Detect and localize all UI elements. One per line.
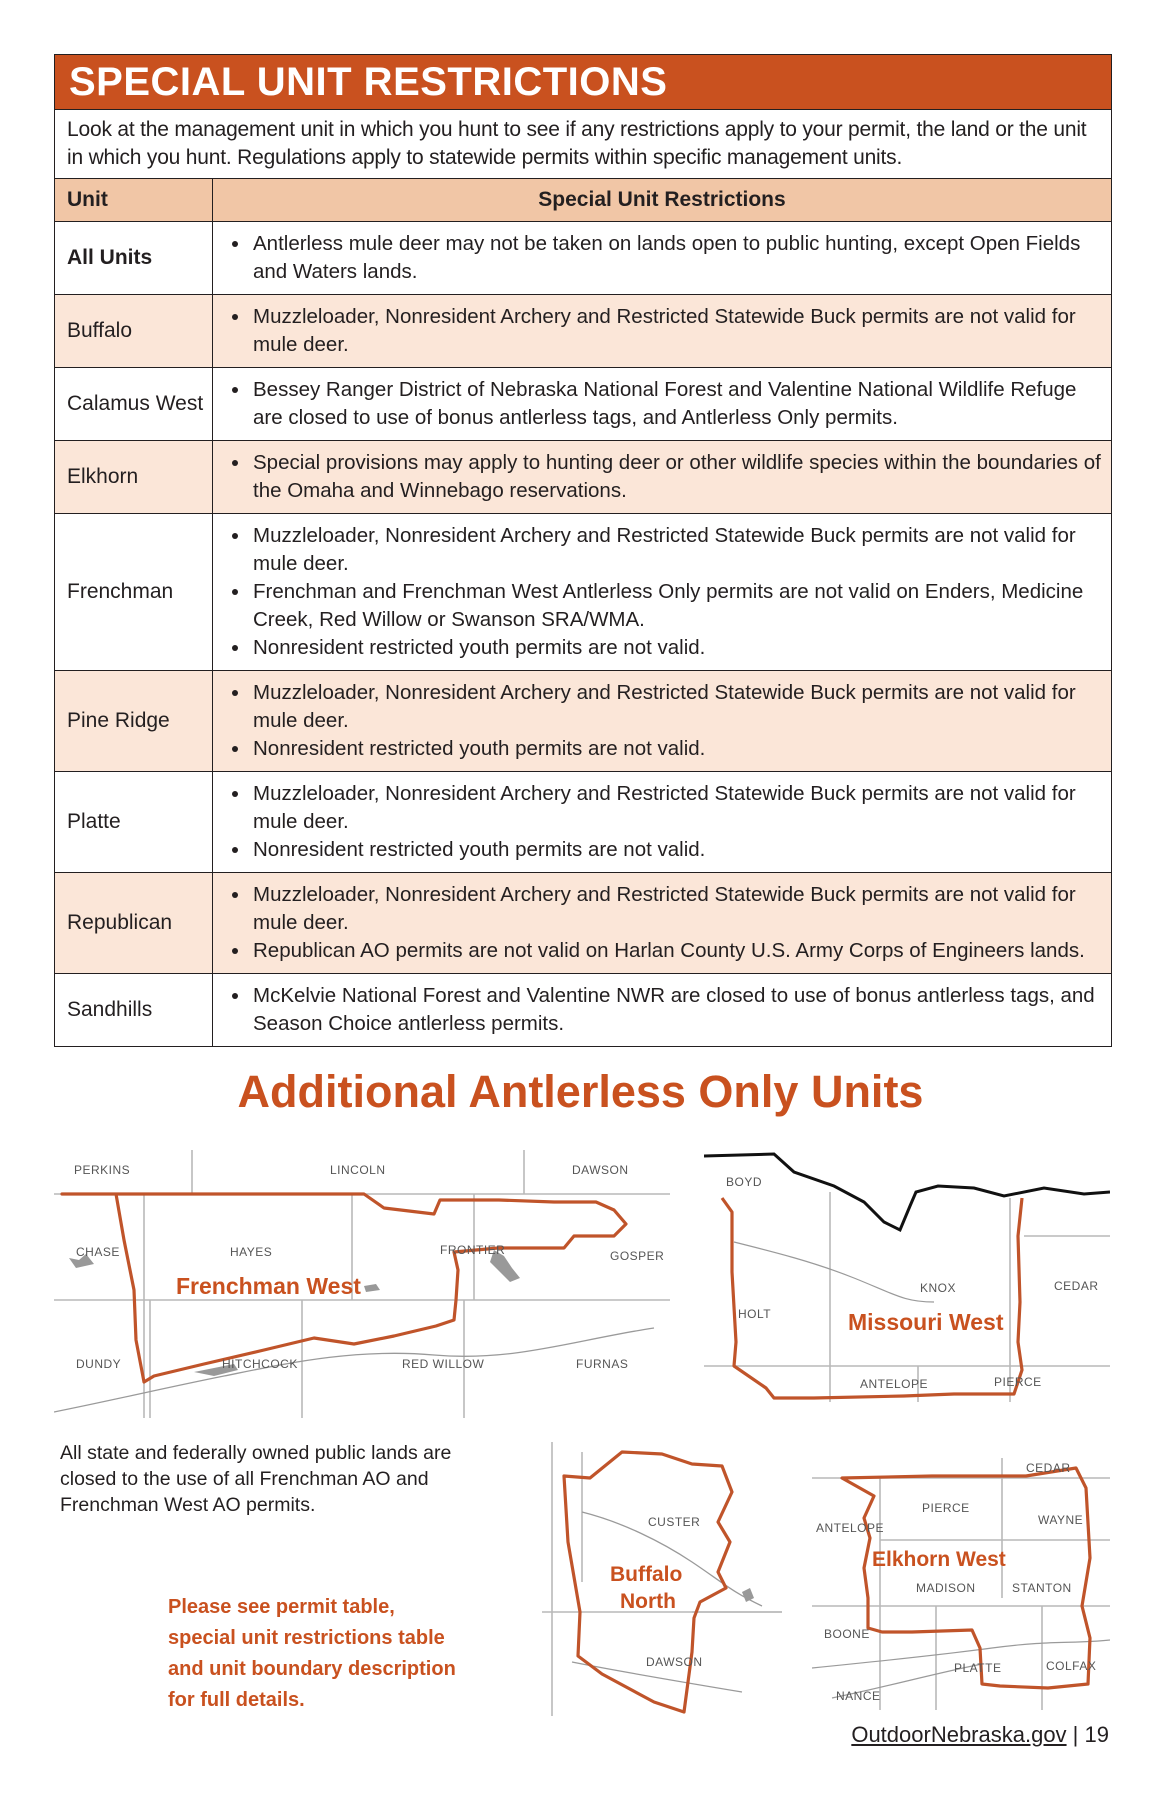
unit-label-north: North xyxy=(620,1590,676,1613)
county-pierce-ew: PIERCE xyxy=(922,1501,970,1515)
restrictions-cell xyxy=(213,671,1111,771)
county-red-willow: RED WILLOW xyxy=(402,1357,485,1371)
restriction-item: • Muzzleloader, Nonresident Archery and Restricted Statewide Buck permits are not valid for mule deer. xyxy=(251,303,1101,359)
table-row xyxy=(55,671,1111,772)
table-title: SPECIAL UNIT RESTRICTIONS xyxy=(55,55,1111,110)
restriction-item: • McKelvie National Forest and Valentine NWR are closed to use of bonus antlerless tags, and Season Choice antlerless permits. xyxy=(251,982,1101,1038)
county-boyd: BOYD xyxy=(726,1175,763,1189)
restrictions-cell xyxy=(213,295,1111,367)
county-hayes: HAYES xyxy=(230,1245,273,1259)
restriction-list xyxy=(227,449,1101,505)
county-knox: KNOX xyxy=(920,1281,957,1295)
restrictions-cell xyxy=(213,514,1111,670)
unit-cell: Elkhorn xyxy=(55,441,213,513)
section-title: Additional Antlerless Only Units xyxy=(237,1066,924,1117)
county-madison: MADISON xyxy=(916,1581,976,1595)
county-cedar-ew: CEDAR xyxy=(1026,1461,1071,1475)
table-header xyxy=(55,179,1111,222)
unit-cell: Calamus West xyxy=(55,368,213,440)
county-chase: CHASE xyxy=(76,1245,120,1259)
table-row xyxy=(55,222,1111,295)
table-row xyxy=(55,974,1111,1046)
restriction-item: • Muzzleloader, Nonresident Archery and Restricted Statewide Buck permits are not valid for mule deer. xyxy=(251,522,1101,578)
restrictions-table xyxy=(54,54,1112,1047)
county-colfax: COLFAX xyxy=(1046,1659,1097,1673)
elkhorn-west-map xyxy=(812,1448,1110,1710)
county-wayne: WAYNE xyxy=(1038,1513,1084,1527)
table-row xyxy=(55,368,1111,441)
table-row xyxy=(55,514,1111,671)
restriction-item: • Republican AO permits are not valid on Harlan County U.S. Army Corps of Engineers lands. xyxy=(251,937,1101,965)
county-boone: BOONE xyxy=(824,1627,870,1641)
restriction-list xyxy=(227,780,1101,864)
restrictions-cell xyxy=(213,222,1111,294)
header-restrictions: Special Unit Restrictions xyxy=(538,188,786,211)
restrictions-cell xyxy=(213,772,1111,872)
county-cedar: CEDAR xyxy=(1054,1279,1099,1293)
county-dundy: DUNDY xyxy=(76,1357,122,1371)
missouri-west-map xyxy=(704,1152,1110,1402)
restriction-list xyxy=(227,881,1101,965)
frenchman-west-map xyxy=(54,1150,670,1418)
restriction-list xyxy=(227,679,1101,763)
table-row xyxy=(55,873,1111,974)
restriction-item: • Muzzleloader, Nonresident Archery and Restricted Statewide Buck permits are not valid for mule deer. xyxy=(251,679,1101,735)
unit-cell: All Units xyxy=(55,222,213,294)
site-link[interactable]: OutdoorNebraska.gov xyxy=(851,1722,1067,1747)
restriction-item: • Nonresident restricted youth permits are not valid. xyxy=(251,735,1101,763)
county-dawson: DAWSON xyxy=(572,1163,629,1177)
county-holt: HOLT xyxy=(738,1307,772,1321)
restriction-item: • Special provisions may apply to hunting deer or other wildlife species within the boundaries of the Omaha and Winnebago reservations. xyxy=(251,449,1101,505)
header-unit: Unit xyxy=(55,179,213,221)
restriction-list xyxy=(227,982,1101,1038)
restriction-item: • Muzzleloader, Nonresident Archery and Restricted Statewide Buck permits are not valid for mule deer. xyxy=(251,780,1101,836)
county-custer: CUSTER xyxy=(648,1515,701,1529)
page-footer xyxy=(851,1722,1109,1748)
county-antelope: ANTELOPE xyxy=(860,1377,929,1391)
county-pierce: PIERCE xyxy=(994,1375,1042,1389)
county-nance: NANCE xyxy=(836,1689,881,1703)
unit-cell: Buffalo xyxy=(55,295,213,367)
table-intro: Look at the management unit in which you hunt to see if any restrictions apply to your permit, the land or the unit in which you hunt. Regulations apply to statewide permits within specific management units. xyxy=(55,110,1111,179)
county-frontier: FRONTIER xyxy=(440,1243,506,1257)
unit-label-missouri-west: Missouri West xyxy=(848,1309,1004,1335)
restrictions-cell xyxy=(213,974,1111,1046)
county-dawson-bn: DAWSON xyxy=(646,1655,703,1669)
table-row xyxy=(55,295,1111,368)
county-gosper: GOSPER xyxy=(610,1249,665,1263)
county-perkins: PERKINS xyxy=(74,1163,131,1177)
restrictions-cell xyxy=(213,441,1111,513)
restrictions-cell xyxy=(213,873,1111,973)
unit-cell: Platte xyxy=(55,772,213,872)
county-antelope-ew: ANTELOPE xyxy=(816,1521,885,1535)
county-lincoln: LINCOLN xyxy=(330,1163,386,1177)
unit-label-buffalo: Buffalo xyxy=(610,1563,683,1586)
unit-cell: Frenchman xyxy=(55,514,213,670)
restriction-list xyxy=(227,230,1101,286)
table-row xyxy=(55,441,1111,514)
restriction-list xyxy=(227,376,1101,432)
buffalo-north-map xyxy=(542,1442,782,1716)
public-lands-note: All state and federally owned public lands are closed to the use of all Frenchman AO and Frenchman West AO permits. xyxy=(60,1442,452,1516)
restriction-item: • Antlerless mule deer may not be taken on lands open to public hunting, except Open Fields and Waters lands. xyxy=(251,230,1101,286)
county-platte: PLATTE xyxy=(954,1661,1002,1675)
unit-cell: Sandhills xyxy=(55,974,213,1046)
restriction-item: • Nonresident restricted youth permits are not valid. xyxy=(251,836,1101,864)
table-body xyxy=(55,222,1111,1046)
footer-separator: | xyxy=(1066,1722,1085,1747)
restriction-item: • Bessey Ranger District of Nebraska National Forest and Valentine National Wildlife Refuge are closed to use of bonus antlerless tags, and Antlerless Only permits. xyxy=(251,376,1101,432)
restriction-item: • Muzzleloader, Nonresident Archery and Restricted Statewide Buck permits are not valid for mule deer. xyxy=(251,881,1101,937)
county-furnas: FURNAS xyxy=(576,1357,629,1371)
restriction-item: • Frenchman and Frenchman West Antlerless Only permits are not valid on Enders, Medicine Creek, Red Willow or Swanson SRA/WMA. xyxy=(251,578,1101,634)
restriction-list xyxy=(227,303,1101,359)
restriction-item: • Nonresident restricted youth permits are not valid. xyxy=(251,634,1101,662)
table-row xyxy=(55,772,1111,873)
details-callout: Please see permit table, special unit restrictions table and unit boundary description for full details. xyxy=(168,1596,456,1711)
restrictions-cell xyxy=(213,368,1111,440)
unit-cell: Republican xyxy=(55,873,213,973)
page-number: 19 xyxy=(1084,1722,1109,1747)
restriction-list xyxy=(227,522,1101,662)
unit-label-frenchman-west: Frenchman West xyxy=(176,1273,361,1299)
unit-cell: Pine Ridge xyxy=(55,671,213,771)
unit-label-elkhorn-west: Elkhorn West xyxy=(872,1548,1006,1571)
county-hitchcock: HITCHCOCK xyxy=(222,1357,298,1371)
county-stanton: STANTON xyxy=(1012,1581,1072,1595)
